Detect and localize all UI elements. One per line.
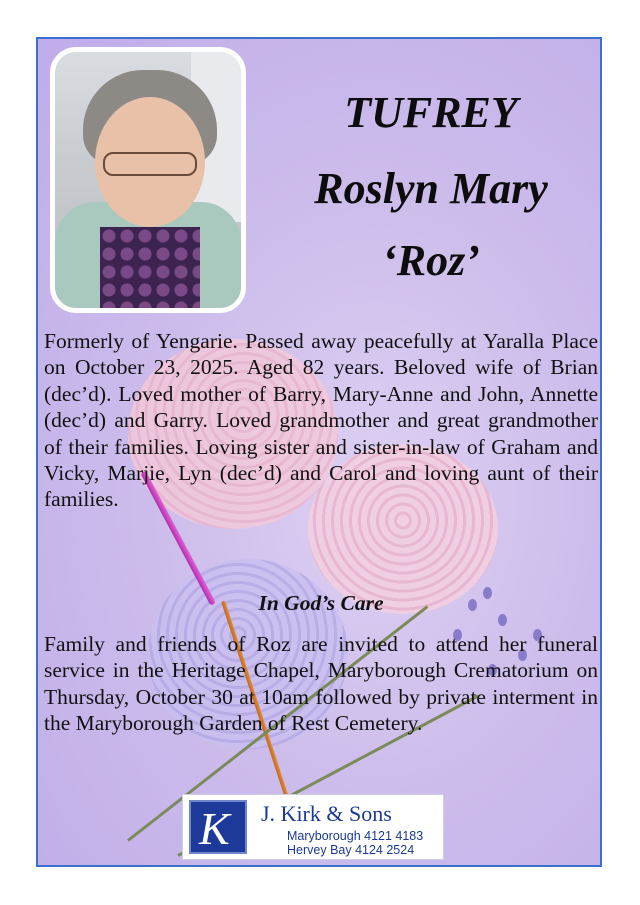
- funeral-details-paragraph: Family and friends of Roz are invited to attend her funeral service in the Heritage Chapel, Maryborough Crematorium on Thursday, October 30 at 10am followed by private interment in the Maryborough Garden of Rest Cemetery.: [44, 632, 598, 736]
- nickname: ‘Roz’: [382, 236, 480, 285]
- photo-glasses: [103, 152, 197, 176]
- name-block: [258, 87, 602, 287]
- obituary-card: [36, 37, 602, 867]
- portrait-photo: [50, 47, 246, 313]
- logo-letter: K: [199, 803, 230, 854]
- photo-floral-top: [100, 227, 200, 313]
- funeral-director-logo: [182, 794, 444, 860]
- phone-maryborough: Maryborough 4121 4183: [287, 829, 424, 843]
- given-names: Roslyn Mary: [314, 164, 548, 213]
- surname: TUFREY: [344, 88, 518, 137]
- brand-name: J. Kirk & Sons: [261, 801, 392, 826]
- phone-hervey-bay: Hervey Bay 4124 2524: [287, 843, 415, 857]
- kirk-logo-mark: [189, 800, 247, 854]
- care-line: In God’s Care: [258, 591, 384, 615]
- obituary-paragraph: Formerly of Yengarie. Passed away peacefully at Yaralla Place on October 23, 2025. Aged 82 years. Beloved wife of Brian (dec’d). Loved mother of Barry, Mary-Anne and John, Annette (dec’d) and Garry. Loved grandmother and great grandmother of their families. Loving sister and sister-in-law of Graham and Vicky, Marjie, Lyn (dec’d) and Carol and loving aunt of their families.: [44, 329, 598, 512]
